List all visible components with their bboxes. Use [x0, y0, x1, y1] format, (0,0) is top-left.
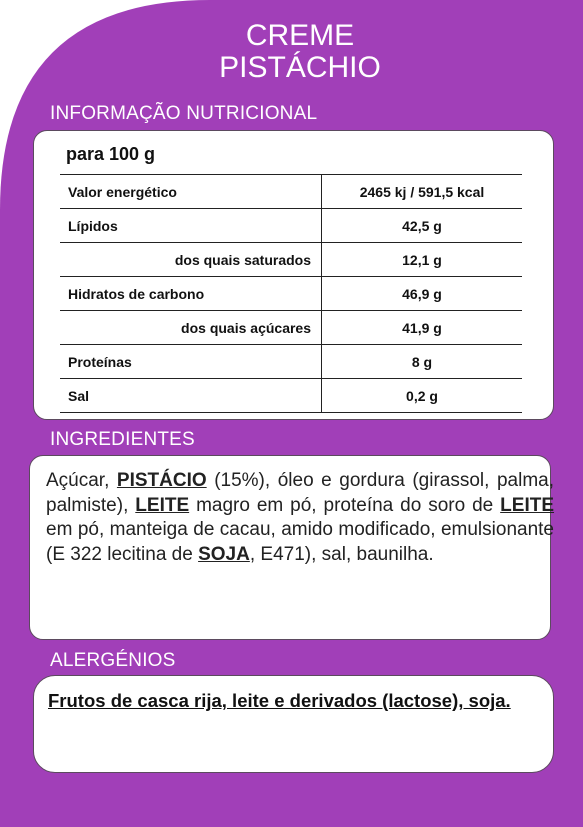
nutrient-name: Lípidos — [60, 209, 322, 243]
nutrient-name: dos quais açúcares — [60, 311, 322, 345]
allergen-milk: LEITE — [135, 494, 190, 516]
nutrient-value: 46,9 g — [322, 277, 523, 311]
allergens-heading: ALERGÉNIOS — [50, 650, 176, 671]
product-title — [150, 20, 450, 84]
table-row — [60, 175, 522, 209]
ingredients-text-part: magro em pó, proteína do soro de — [189, 494, 501, 516]
ingredients-text-part: (15%), óleo e gordura (girassol, palma, palmiste), — [46, 470, 554, 516]
allergen-milk: LEITE — [500, 494, 555, 516]
product-title-line2: PISTÁCHIO — [219, 51, 381, 84]
ingredients-heading: INGREDIENTES — [50, 429, 195, 450]
ingredients-text-part: Açúcar, — [46, 470, 117, 491]
ingredients-text-part: , E471), sal, baunilha. — [249, 543, 434, 565]
table-row — [60, 277, 522, 311]
allergen-pistachio: PISTÁCIO — [116, 470, 207, 491]
ingredients-text-part: em pó, manteiga de cacau, amido modificado, emulsionante (E 322 lecitina de — [46, 519, 554, 565]
table-row — [60, 209, 522, 243]
nutrient-value: 2465 kj / 591,5 kcal — [322, 175, 523, 209]
nutrient-value: 41,9 g — [322, 311, 523, 345]
nutrient-name: Proteínas — [60, 345, 322, 379]
nutrition-table — [60, 174, 522, 413]
allergen-soy: SOJA — [198, 543, 250, 565]
table-row — [60, 345, 522, 379]
nutrition-per: para 100 g — [66, 144, 156, 164]
table-row — [60, 243, 522, 277]
nutrient-name: dos quais saturados — [60, 243, 322, 277]
nutrient-name: Valor energético — [60, 175, 322, 209]
table-row — [60, 379, 522, 413]
product-title-line1: CREME — [245, 19, 355, 52]
nutrient-value: 0,2 g — [322, 379, 523, 413]
table-row — [60, 311, 522, 345]
nutrient-value: 12,1 g — [322, 243, 523, 277]
nutrition-heading: INFORMAÇÃO NUTRICIONAL — [50, 103, 318, 124]
nutrient-name: Sal — [60, 379, 322, 413]
nutrient-value: 42,5 g — [322, 209, 523, 243]
nutrient-name: Hidratos de carbono — [60, 277, 322, 311]
allergens-text: Frutos de casca rija, leite e derivados (lactose), soja. — [48, 690, 511, 711]
nutrient-value: 8 g — [322, 345, 523, 379]
ingredients-text — [46, 469, 554, 567]
